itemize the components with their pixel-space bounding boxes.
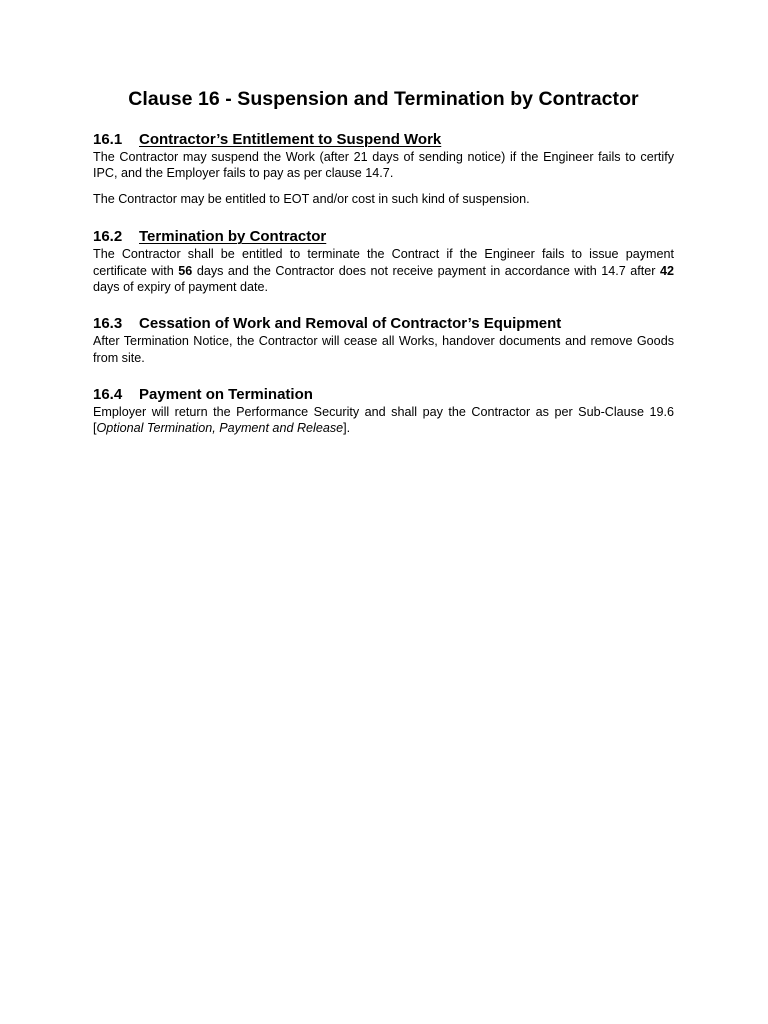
section-number: 16.2 xyxy=(93,228,123,246)
paragraph-text: The Contractor shall be entitled to terminate the Contract if the Engineer fails to issue payment certificate with xyxy=(93,247,674,278)
section-title: Payment on Termination xyxy=(139,385,313,403)
document-title: Clause 16 - Suspension and Termination by Contractor xyxy=(128,88,639,110)
paragraph-bold-value: 56 xyxy=(178,263,193,278)
section-heading xyxy=(93,131,674,149)
section-paragraph xyxy=(93,404,674,437)
section-paragraph: The Contractor may be entitled to EOT and/or cost in such kind of suspension. xyxy=(93,192,530,207)
section-16-1 xyxy=(93,131,674,207)
section-heading xyxy=(93,386,674,404)
section-title: Termination by Contractor xyxy=(139,228,327,246)
section-paragraph: The Contractor may suspend the Work (after 21 days of sending notice) if the Engineer fails to certify IPC, and the Employer fails to pay as per clause 14.7. xyxy=(93,150,674,181)
section-paragraph xyxy=(93,246,674,295)
section-16-3 xyxy=(93,315,674,366)
section-16-4 xyxy=(93,386,674,437)
section-number: 16.1 xyxy=(93,131,123,148)
paragraph-text: days and the Contractor does not receive payment in accordance with 14.7 after xyxy=(192,263,660,278)
section-heading xyxy=(93,228,674,246)
section-paragraph: After Termination Notice, the Contractor will cease all Works, handover documents and remove Goods from site. xyxy=(93,334,674,365)
section-heading xyxy=(93,315,674,333)
section-title: Cessation of Work and Removal of Contractor’s Equipment xyxy=(139,315,562,333)
section-number: 16.3 xyxy=(93,315,123,333)
section-number: 16.4 xyxy=(93,385,123,403)
section-title: Contractor’s Entitlement to Suspend Work xyxy=(139,131,442,148)
section-16-2 xyxy=(93,228,674,295)
paragraph-text: days of expiry of payment date. xyxy=(93,279,269,294)
paragraph-text: ]. xyxy=(343,421,351,436)
paragraph-bold-value: 42 xyxy=(659,263,674,278)
paragraph-italic-reference: Optional Termination, Payment and Release xyxy=(96,421,344,436)
paragraph-text: Employer will return the Performance Security and shall pay the Contractor as per Sub-Clause 19.6 [ xyxy=(93,404,674,436)
